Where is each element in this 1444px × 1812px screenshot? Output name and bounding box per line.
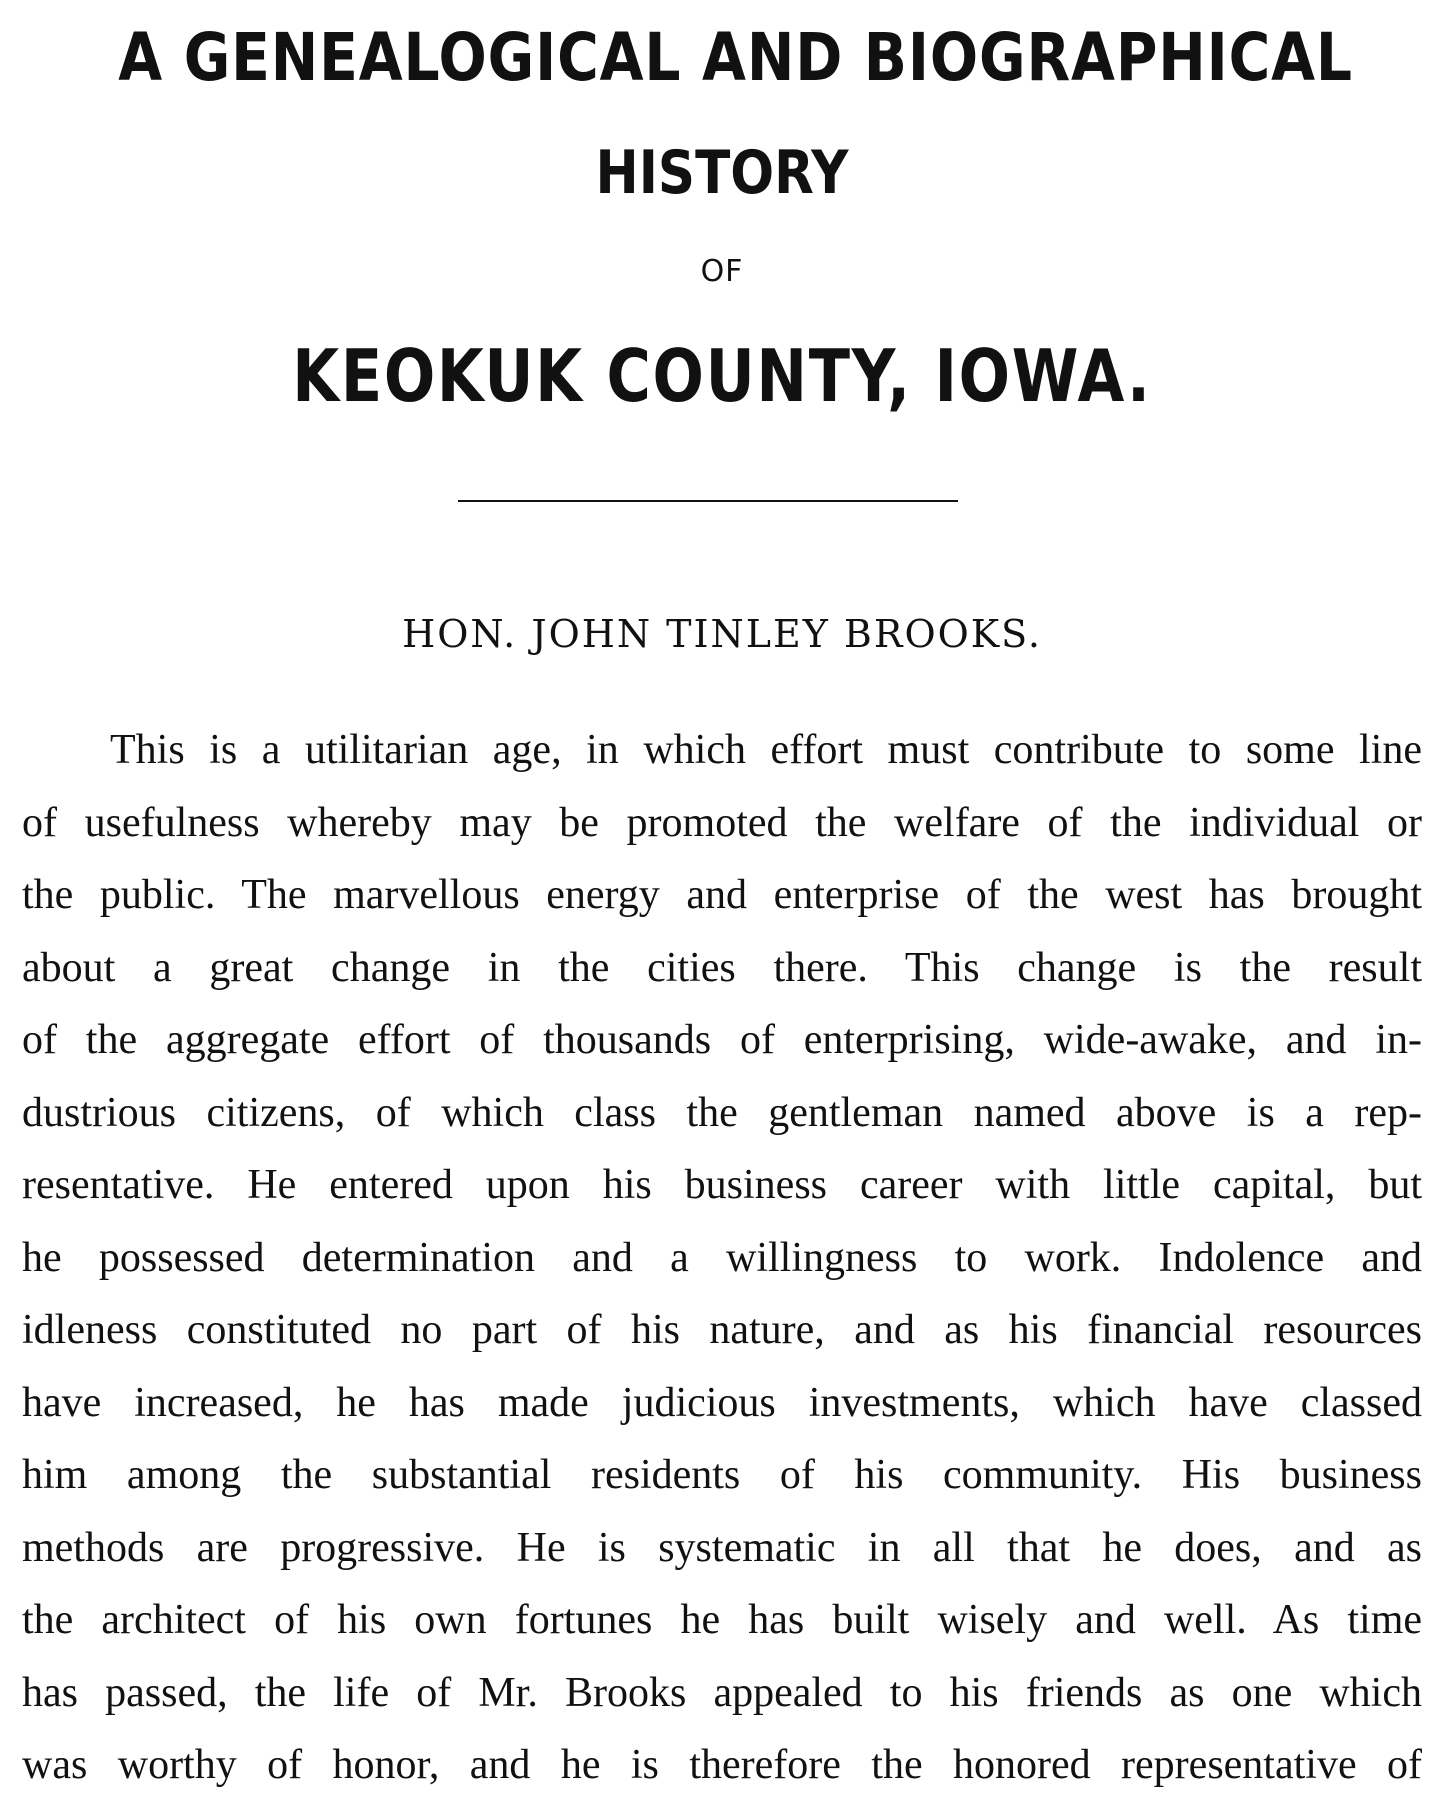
- body-line: him among the substantial residents of his community. His business: [22, 1452, 1422, 1498]
- body-line: the public. The marvellous energy and enterprise of the west has brought: [22, 872, 1422, 918]
- book-title-of: OF: [700, 254, 744, 289]
- body-line: has passed, the life of Mr. Brooks appealed to his friends as one which: [22, 1669, 1422, 1716]
- biography-body-text: [22, 714, 1422, 1802]
- book-title-line-1: A GENEALOGICAL AND BIOGRAPHICAL: [118, 19, 1353, 96]
- title-divider-rule: [458, 500, 958, 502]
- body-line: dustrious citizens, of which class the gentleman named above is a rep-: [22, 1089, 1422, 1136]
- body-line: resentative. He entered upon his business career with little capital, but: [22, 1162, 1422, 1208]
- body-line: was worthy of honor, and he is therefore the honored representative of: [22, 1742, 1422, 1788]
- body-line: have increased, he has made judicious investments, which have classed: [22, 1379, 1422, 1426]
- book-title-county: KEOKUK COUNTY, IOWA.: [292, 334, 1152, 418]
- body-line: the architect of his own fortunes he has built wisely and well. As time: [22, 1597, 1422, 1643]
- body-line: methods are progressive. He is systematic in all that he does, and as: [22, 1524, 1422, 1571]
- body-line: of usefulness whereby may be promoted the welfare of the individual or: [22, 799, 1422, 846]
- book-title-line-2: HISTORY: [595, 138, 849, 208]
- body-line: of the aggregate effort of thousands of enterprising, wide-awake, and in-: [22, 1017, 1422, 1063]
- body-line: idleness constituted no part of his nature, and as his financial resources: [22, 1307, 1422, 1353]
- body-line: This is a utilitarian age, in which effort must contribute to some line: [110, 727, 1422, 773]
- biography-subject-heading: HON. JOHN TINLEY BROOKS.: [402, 612, 1042, 656]
- body-line: he possessed determination and a willingness to work. Indolence and: [22, 1234, 1422, 1281]
- body-line: about a great change in the cities there. This change is the result: [22, 944, 1422, 991]
